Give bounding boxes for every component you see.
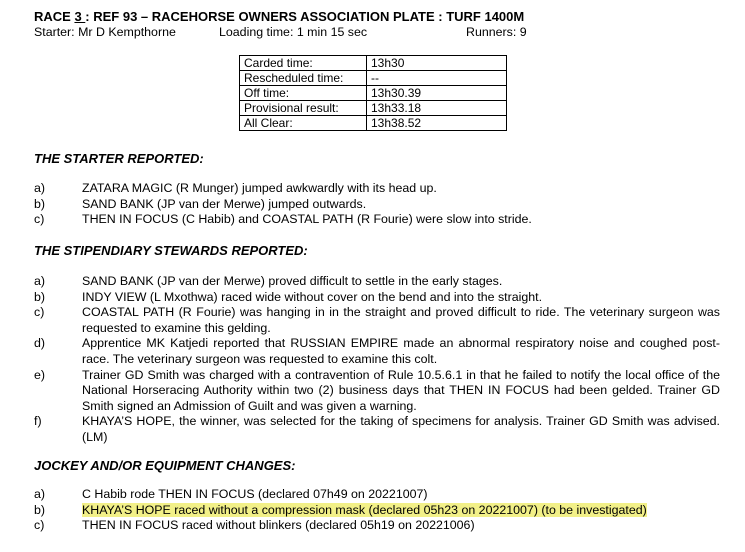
item-text: COASTAL PATH (R Fourie) was hanging in in the straight and proved difficult to ride. The veterinary surgeon was requested to examine this gelding. [82, 305, 720, 335]
item-text: Apprentice MK Katjedi reported that RUSSIAN EMPIRE made an abnormal respiratory noise and coughed post-race. The veterinary surgeon was requested to examine this colt. [82, 336, 720, 366]
race-number: 3 [74, 9, 86, 24]
table-row [240, 56, 507, 71]
list-item [34, 290, 720, 306]
timing-label: All Clear: [240, 116, 367, 131]
item-letter: b) [34, 196, 46, 211]
item-letter: d) [34, 336, 46, 351]
list-item [34, 212, 720, 228]
list-item [34, 305, 720, 336]
item-letter: e) [34, 367, 46, 382]
table-row [240, 71, 507, 86]
item-letter: a) [34, 181, 46, 195]
timing-value: 13h30 [367, 56, 507, 71]
item-text: INDY VIEW (L Mxothwa) raced wide without cover on the bend and into the straight. [82, 289, 543, 304]
table-row [240, 116, 507, 131]
race-title [34, 9, 524, 24]
item-text: SAND BANK (JP van der Merwe) jumped outwards. [82, 196, 367, 211]
list-item [34, 336, 720, 367]
item-letter: c) [34, 305, 45, 320]
list-item [34, 503, 720, 519]
item-letter: f) [34, 414, 42, 429]
race-name: : REF 93 – RACEHORSE OWNERS ASSOCIATION PLATE : TURF 1400M [85, 9, 525, 24]
item-letter: a) [34, 274, 46, 288]
list-item [34, 368, 720, 415]
list-item [34, 487, 720, 503]
list-item [34, 414, 720, 445]
table-row [240, 86, 507, 101]
timing-value: -- [367, 71, 507, 86]
runners-count: Runners: 9 [466, 25, 527, 39]
jockey-heading: JOCKEY AND/OR EQUIPMENT CHANGES: [34, 458, 296, 473]
item-text: SAND BANK (JP van der Merwe) proved difficult to settle in the early stages. [82, 274, 503, 288]
stewards-list [34, 274, 720, 446]
starter-list [34, 181, 720, 228]
timing-label: Carded time: [240, 56, 367, 71]
item-letter: a) [34, 487, 46, 501]
loading-time: Loading time: 1 min 15 sec [219, 25, 368, 39]
timing-label: Off time: [240, 86, 367, 101]
highlighted-item-text: KHAYA’S HOPE raced without a compression mask (declared 05h23 on 20221007) (to be investigated) [82, 502, 647, 517]
list-item [34, 274, 720, 290]
item-letter: b) [34, 502, 46, 517]
item-letter: c) [34, 518, 45, 533]
timing-label: Rescheduled time: [240, 71, 367, 86]
item-text: THEN IN FOCUS (C Habib) and COASTAL PATH (R Fourie) were slow into stride. [82, 212, 532, 227]
timing-label: Provisional result: [240, 101, 367, 116]
jockey-list [34, 487, 720, 534]
list-item [34, 181, 720, 197]
list-item [34, 518, 720, 534]
starter-name: Starter: Mr D Kempthorne [34, 25, 176, 39]
table-row [240, 101, 507, 116]
item-letter: b) [34, 289, 46, 304]
item-letter: c) [34, 212, 45, 227]
stewards-heading: THE STIPENDIARY STEWARDS REPORTED: [34, 243, 308, 258]
timing-value: 13h38.52 [367, 116, 507, 131]
item-text: KHAYA’S HOPE, the winner, was selected for the taking of specimens for analysis. Trainer GD Smith was advised. (LM) [82, 414, 720, 444]
list-item [34, 197, 720, 213]
timing-value: 13h33.18 [367, 101, 507, 116]
item-text: Trainer GD Smith was charged with a contravention of Rule 10.5.6.1 in that he failed to notify the local office of the National Horseracing Authority within two (2) business days that THEN IN FOCUS had been gelded. Trainer GD Smith signed an Admission of Guilt and was given a warning. [82, 367, 720, 413]
timing-value: 13h30.39 [367, 86, 507, 101]
starter-heading: THE STARTER REPORTED: [34, 151, 204, 166]
race-prefix: RACE [34, 9, 75, 24]
timing-table [239, 55, 507, 131]
item-text: THEN IN FOCUS raced without blinkers (declared 05h19 on 20221006) [82, 518, 475, 533]
item-text: C Habib rode THEN IN FOCUS (declared 07h49 on 20221007) [82, 487, 428, 501]
item-text: ZATARA MAGIC (R Munger) jumped awkwardly with its head up. [82, 181, 437, 195]
